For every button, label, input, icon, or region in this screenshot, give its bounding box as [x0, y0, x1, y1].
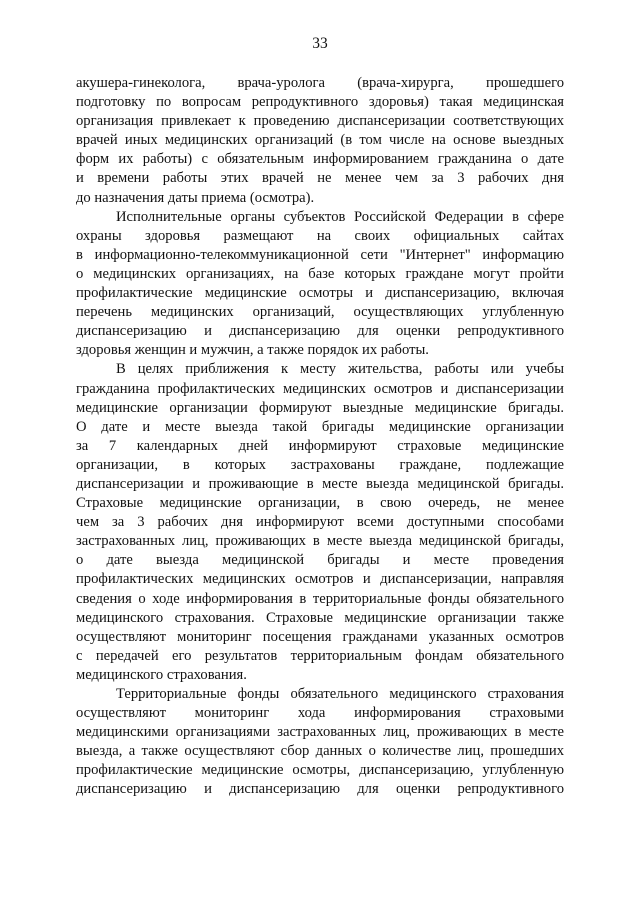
- text-line: охраны здоровья размещают на своих официальных сайтах: [76, 227, 564, 244]
- text-line: осуществляют мониторинг хода информирования страховыми: [76, 705, 564, 722]
- text-line: профилактические медицинские осмотры и диспансеризацию, включая: [76, 285, 564, 302]
- text-line: организация привлекает к проведению диспансеризации соответствующих: [76, 113, 564, 130]
- text-line: диспансеризации и проживающие в месте выезда медицинской бригады.: [76, 475, 564, 492]
- text-line: с передачей его результатов территориальным фондам обязательного: [76, 647, 564, 664]
- text-line: врачей иных медицинских организаций (в том числе на основе выездных: [76, 132, 564, 149]
- text-line: профилактических медицинских осмотров и диспансеризации, направляя: [76, 571, 564, 588]
- text-line: диспансеризацию и диспансеризацию для оценки репродуктивного: [76, 781, 564, 798]
- page-number: 33: [312, 35, 328, 52]
- text-line: медицинскими организациями застрахованных лиц, проживающих в месте: [76, 724, 564, 741]
- text-line: в информационно-телекоммуникационной сети "Интернет" информацию: [76, 246, 564, 263]
- text-line: В целях приближения к месту жительства, работы или учебы: [116, 361, 564, 378]
- text-line: подготовку по вопросам репродуктивного здоровья) такая медицинская: [76, 94, 564, 111]
- text-line: за 7 календарных дней информируют страховые медицинские: [76, 437, 564, 454]
- text-line: о дате выезда медицинской бригады и месте проведения: [76, 552, 564, 569]
- text-line: медицинского страхования.: [76, 666, 247, 683]
- text-line: Страховые медицинские организации, в свою очередь, не менее: [76, 495, 564, 512]
- text-line: здоровья женщин и мужчин, а также порядок их работы.: [76, 342, 429, 359]
- text-line: о медицинских организациях, на базе которых граждане могут пройти: [76, 265, 564, 282]
- text-line: акушера-гинеколога, врача-уролога (врача-хирурга, прошедшего: [76, 75, 564, 91]
- text-line: медицинские организации формируют выездные медицинские бригады.: [76, 399, 564, 416]
- text-line: выезда, а также осуществляют сбор данных о количестве лиц, прошедших: [76, 743, 564, 760]
- text-line: диспансеризацию и диспансеризацию для оценки репродуктивного: [76, 323, 564, 340]
- paragraph-1: [76, 74, 564, 208]
- text-line: Исполнительные органы субъектов Российской Федерации в сфере: [116, 208, 564, 225]
- text-line: организации, в которых застрахованы граждане, подлежащие: [76, 456, 564, 473]
- text-line: и времени работы этих врачей не менее чем за 3 рабочих дня: [76, 170, 564, 187]
- text-line: гражданина профилактических медицинских осмотров и диспансеризации: [76, 380, 564, 397]
- text-line: до назначения даты приема (осмотра).: [76, 189, 315, 206]
- text-line: чем за 3 рабочих дня информируют всеми доступными способами: [76, 514, 564, 531]
- paragraph-3: [76, 360, 564, 685]
- text-line: О дате и месте выезда такой бригады медицинские организации: [76, 418, 564, 435]
- text-line: форм их работы) с обязательным информированием гражданина о дате: [76, 151, 564, 168]
- text-line: перечень медицинских организаций, осуществляющих углубленную: [76, 304, 564, 321]
- text-line: медицинского страхования. Страховые медицинские организации также: [76, 609, 564, 626]
- text-line: Территориальные фонды обязательного медицинского страхования: [116, 686, 564, 702]
- text-line: застрахованных лиц, проживающих в месте выезда медицинской бригады,: [76, 533, 564, 550]
- text-line: осуществляют мониторинг посещения гражданами указанных осмотров: [76, 628, 564, 645]
- paragraph-4: [76, 685, 564, 800]
- text-line: профилактические медицинские осмотры, диспансеризацию, углубленную: [76, 762, 564, 779]
- body-text: [76, 74, 564, 800]
- text-line: сведения о ходе информирования в территориальные фонды обязательного: [76, 590, 564, 607]
- paragraph-2: [76, 208, 564, 361]
